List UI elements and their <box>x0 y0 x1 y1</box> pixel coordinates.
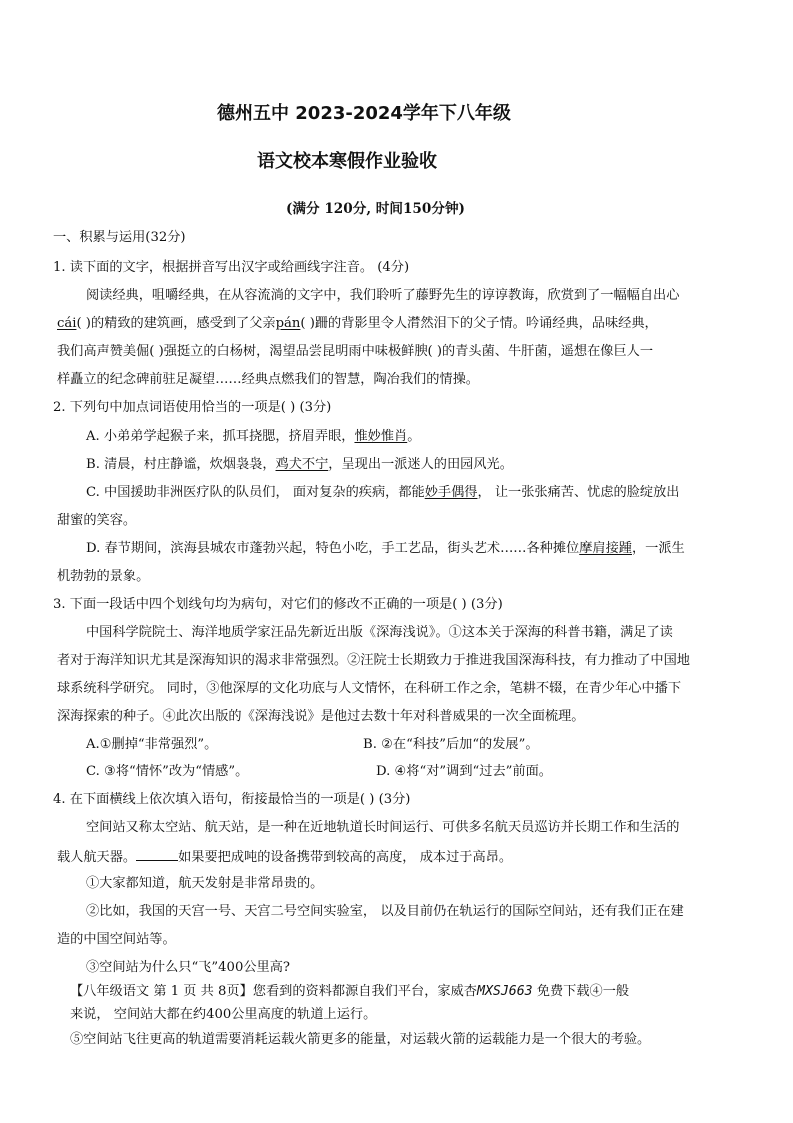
question-4-item-2-cont: 造的中国空间站等。 <box>57 932 176 947</box>
question-2-option-c <box>86 483 679 503</box>
question-4-item-3: ③空间站为什么只“飞”400公里高? <box>86 960 290 975</box>
option-text: 。 <box>407 429 421 444</box>
question-1-passage-line: 阅读经典，咀嚼经典，在从容流淌的文字中，我们聆听了藤野先生的谆谆教诲，欣赏到了一幅幅自出心 <box>86 288 680 303</box>
question-3-passage-line: 球系统科学研究。 同时，③他深厚的文化功底与人文情怀，在科研工作之余，笔耕不辍，在青少年心中播下 <box>57 681 682 696</box>
footer-code: MXSJ663 <box>477 984 533 999</box>
fill-blank <box>136 846 178 861</box>
question-4-stem: 4. 在下面横线上依次填入语句，衔接最恰当的一项是( ) (3分) <box>53 792 411 807</box>
question-3-option-d: D. ④将“对”调到“过去”前面。 <box>376 764 552 779</box>
option-text: ，一派生 <box>631 541 685 556</box>
dotted-phrase: 惟妙惟肖 <box>354 429 408 444</box>
question-3-passage-line: 中国科学院院士、海洋地质学家汪品先新近出版《深海浅说》。①这本关于深海的科普书籍，满足了读 <box>86 625 673 640</box>
passage-text: 载人航天器。 <box>57 850 137 865</box>
question-2-option-d-cont: 机勃勃的景象。 <box>57 569 150 584</box>
question-2-option-b <box>86 455 513 475</box>
question-4-item-2: ②比如，我国的天宫一号、天宫二号空间实验室， 以及目前仍在轨运行的国际空间站，还有我们正在建 <box>86 904 684 919</box>
question-1-passage-line: 样矗立的纪念碑前驻足凝望……经典点燃我们的智慧，陶冶我们的情操。 <box>57 372 479 387</box>
page-footer: 免费下载④一般 <box>532 984 630 999</box>
pinyin-pan: pán <box>275 316 301 331</box>
exam-title-line2: 语文校本寒假作业验收 <box>257 151 437 172</box>
question-1-passage-line: 我们高声赞美倔( )强挺立的白杨树，渴望品尝昆明雨中味极鲜腴( )的青头菌、牛肝菌，遥想在像巨人一 <box>57 344 654 359</box>
section-heading: 一、积累与运用(32分) <box>53 230 186 245</box>
question-4-passage-line <box>57 846 512 868</box>
option-text: B. 清晨，村庄静谧，炊烟袅袅， <box>86 457 276 472</box>
question-2-option-d <box>86 539 685 559</box>
option-text: ，呈现出一派迷人的田园风光。 <box>328 457 513 472</box>
question-3-passage-line: 者对于海洋知识尤其是深海知识的渴求非常强烈。②汪院士长期致力于推进我国深海科技，有力推动了中国地 <box>57 653 690 668</box>
question-3-option-b: B. ②在“科技”后加“的发展”。 <box>363 737 539 752</box>
question-2-stem: 2. 下列句中加点词语使用恰当的一项是( ) (3分) <box>53 400 332 415</box>
page-footer-line <box>70 982 629 1002</box>
exam-subtitle: (满分 120分, 时间150分钟) <box>286 201 465 217</box>
question-4-item-4-cont: 来说， 空间站大都在约400公里高度的轨道上运行。 <box>70 1007 377 1022</box>
question-1-passage-line <box>57 314 658 334</box>
dotted-phrase: 摩肩接踵 <box>579 541 632 556</box>
dotted-phrase: 鸡犬不宁 <box>275 457 329 472</box>
exam-title-line1: 德州五中 2023-2024学年下八年级 <box>217 103 511 124</box>
dotted-phrase: 妙手偶得 <box>424 485 478 500</box>
question-4-item-1: ①大家都知道，航天发射是非常昂贵的。 <box>86 876 324 891</box>
question-2-option-c-cont: 甜蜜的笑容。 <box>57 513 137 528</box>
question-4-item-5: ⑤空间站飞往更高的轨道需要消耗运载火箭更多的能量，对运载火箭的运载能力是一个很大的考验。 <box>70 1032 651 1047</box>
question-3-passage-line: 深海探索的种子。④此次出版的《深海浅说》是他过去数十年对科普威果的一次全面梳理。 <box>57 709 585 724</box>
question-1-stem: 1. 读下面的文字，根据拼音写出汉字或给画线字注音。 (4分) <box>53 260 410 275</box>
passage-text: ( )的精致的建筑画，感受到了父亲 <box>76 316 276 331</box>
page-footer: 【八年级语文 第 1 页 共 8页】您看到的资料都源自我们平台，家威杏 <box>70 984 477 999</box>
option-text: A. 小弟弟学起猴子来，抓耳挠腮，挤眉弄眼， <box>86 429 355 444</box>
option-text: C. 中国援助非洲医疗队的队员们， 面对复杂的疾病，都能 <box>86 485 425 500</box>
question-4-passage-line: 空间站又称太空站、航天站，是一种在近地轨道长时间运行、可供多名航天员巡访并长期工作和生活的 <box>86 820 680 835</box>
question-3-option-a: A.①删掉“非常强烈”。 <box>86 737 218 752</box>
question-3-option-c: C. ③将“情怀”改为“情感”。 <box>86 764 249 779</box>
passage-text: ( )跚的背影里令人潸然泪下的父子情。吟诵经典，品味经典， <box>300 316 658 331</box>
question-2-option-a <box>86 427 420 447</box>
pinyin-cai: cái <box>57 316 77 331</box>
question-3-stem: 3. 下面一段话中四个划线句均为病句，对它们的修改不正确的一项是( ) (3分) <box>53 597 503 612</box>
option-text: D. 春节期间，滨海县城农市蓬勃兴起，特色小吃，手工艺品，街头艺术……各种摊位 <box>86 541 580 556</box>
passage-text: 如果要把成吨的设备携带到较高的高度， 成本过于高昂。 <box>178 850 513 865</box>
option-text: ， 让一张张痛苦、忧虑的脸绽放出 <box>477 485 680 500</box>
